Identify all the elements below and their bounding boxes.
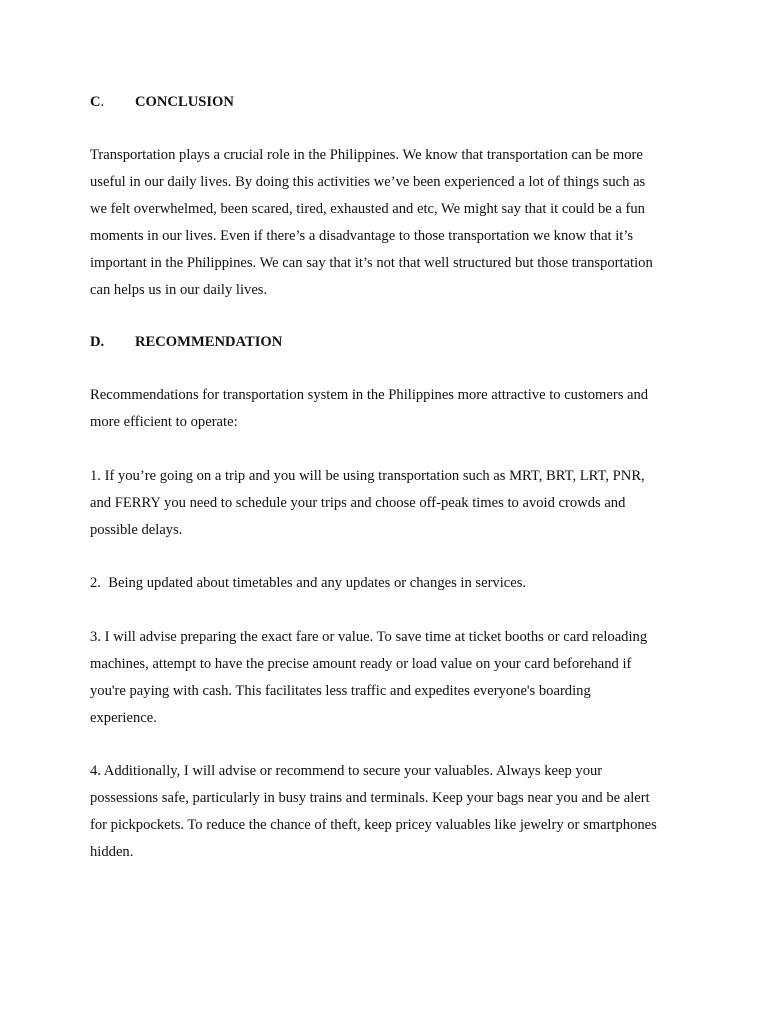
conclusion-line: can helps us in our daily lives. — [90, 282, 268, 298]
conclusion-line: important in the Philippines. We can say that it’s not that well structured but those transportation — [90, 255, 653, 271]
conclusion-line: Transportation plays a crucial role in the Philippines. We know that transportation can be more — [90, 147, 643, 163]
recommendation-item-4-line: possessions safe, particularly in busy trains and terminals. Keep your bags near you and be alert — [90, 790, 650, 806]
conclusion-heading-title: CONCLUSION — [135, 94, 234, 110]
recommendation-item-4-line: 4. Additionally, I will advise or recommend to secure your valuables. Always keep your — [90, 763, 603, 779]
recommendation-item-2-line: 2. Being updated about timetables and any updates or changes in services. — [90, 575, 527, 591]
recommendation-item-4-line: for pickpockets. To reduce the chance of theft, keep pricey valuables like jewelry or smartphones — [90, 817, 657, 833]
recommendation-heading-title: RECOMMENDATION — [135, 334, 283, 350]
recommendation-item-3-line: you're paying with cash. This facilitates less traffic and expedites everyone's boarding — [90, 683, 591, 699]
recommendation-intro-paragraph — [90, 382, 690, 436]
conclusion-line: moments in our lives. Even if there’s a disadvantage to those transportation we know that it’s — [90, 228, 634, 244]
conclusion-letter-dot: . — [100, 94, 105, 110]
recommendation-item-2 — [90, 570, 690, 597]
conclusion-heading — [90, 92, 234, 112]
recommendation-intro-line: Recommendations for transportation system in the Philippines more attractive to customers and — [90, 387, 649, 403]
recommendation-heading — [90, 332, 282, 352]
recommendation-item-3-line: machines, attempt to have the precise amount ready or load value on your card beforehand if — [90, 656, 632, 672]
recommendation-item-4 — [90, 758, 690, 866]
recommendation-item-3-line: experience. — [90, 710, 157, 726]
recommendation-item-1-line: 1. If you’re going on a trip and you will be using transportation such as MRT, BRT, LRT, PNR, — [90, 468, 645, 484]
conclusion-paragraph — [90, 142, 690, 304]
recommendation-item-3 — [90, 624, 690, 732]
recommendation-item-1-line: and FERRY you need to schedule your trips and choose off-peak times to avoid crowds and — [90, 495, 626, 511]
recommendation-intro-line: more efficient to operate: — [90, 414, 238, 430]
recommendation-item-1 — [90, 463, 690, 544]
recommendation-item-1-line: possible delays. — [90, 522, 183, 538]
conclusion-letter-text: C — [90, 94, 101, 110]
recommendation-item-4-line: hidden. — [90, 844, 134, 860]
conclusion-line: we felt overwhelmed, been scared, tired, exhausted and etc, We might say that it could be a fun — [90, 201, 645, 217]
conclusion-line: useful in our daily lives. By doing this activities we’ve been experienced a lot of things such as — [90, 174, 646, 190]
recommendation-item-3-line: 3. I will advise preparing the exact fare or value. To save time at ticket booths or card reloading — [90, 629, 648, 645]
recommendation-heading-letter: D. — [90, 334, 105, 350]
conclusion-heading-letter — [90, 92, 135, 112]
